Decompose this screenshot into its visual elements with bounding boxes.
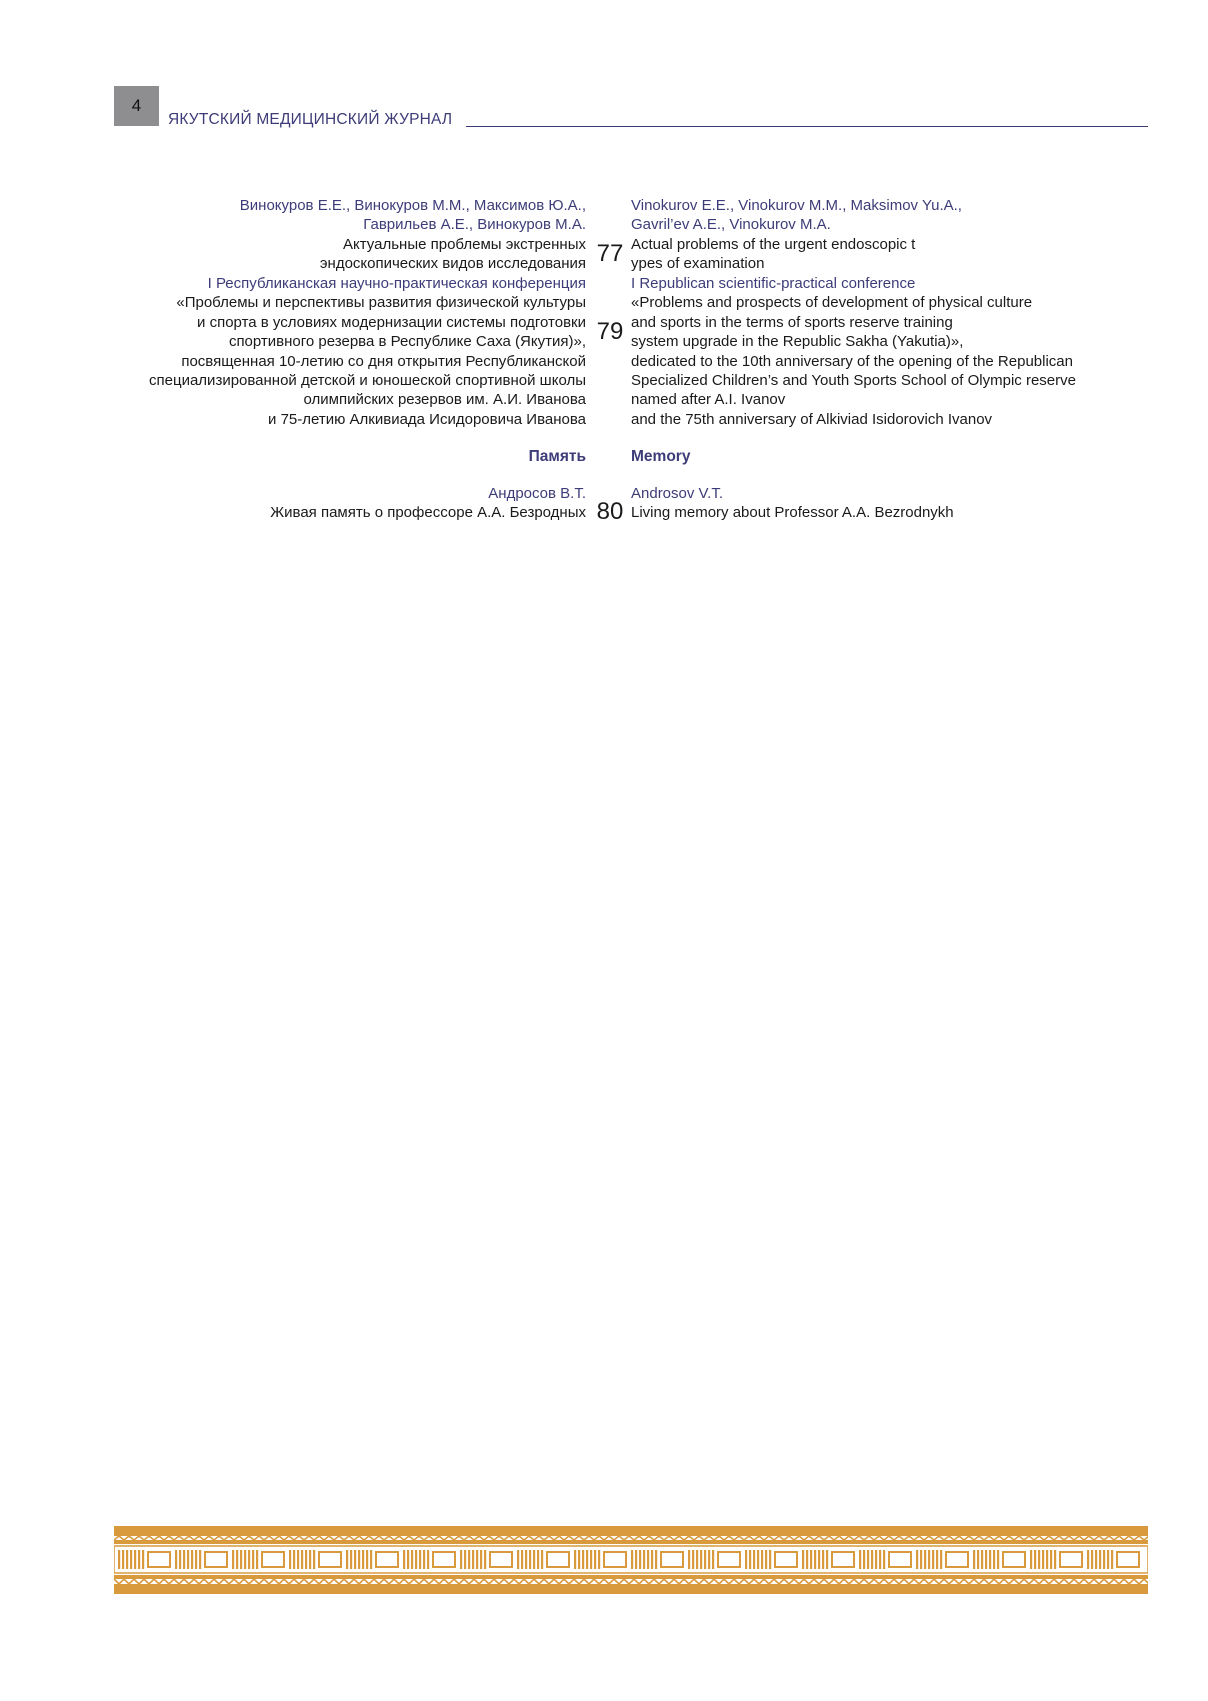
page-number: 4 bbox=[131, 96, 142, 115]
ornament-bar bbox=[1046, 1550, 1048, 1569]
entry-authors-line: Винокуров Е.Е., Винокуров М.М., Максимов Ю.А., bbox=[239, 197, 586, 214]
ornament-cell bbox=[1117, 1552, 1139, 1567]
ornament-bar bbox=[631, 1550, 633, 1569]
ornament-band-bottom bbox=[114, 1584, 1148, 1594]
ornament-bar bbox=[256, 1550, 258, 1569]
ornament-bar bbox=[973, 1550, 975, 1569]
ornament-cell bbox=[205, 1552, 227, 1567]
ornament-bar bbox=[244, 1550, 246, 1569]
toc-entry-80-ru bbox=[100, 484, 586, 523]
ornament-cell bbox=[832, 1552, 854, 1567]
ornament-bar bbox=[236, 1550, 238, 1569]
ornament-bar bbox=[997, 1550, 999, 1569]
ornament-cell bbox=[262, 1552, 284, 1567]
ornament-bar bbox=[403, 1550, 405, 1569]
ornament-bar bbox=[863, 1550, 865, 1569]
ornament-bar bbox=[472, 1550, 474, 1569]
ornament-bar bbox=[883, 1550, 885, 1569]
ornament-bar bbox=[826, 1550, 828, 1569]
ornament-bar bbox=[301, 1550, 303, 1569]
entry-title-line: and the 75th anniversary of Alkiviad Isidorovich Ivanov bbox=[631, 410, 993, 428]
ornament-border bbox=[114, 1526, 1148, 1594]
ornament-bar bbox=[366, 1550, 368, 1569]
ornament-bar bbox=[806, 1550, 808, 1569]
entry-authors-line: Андросов В.Т. bbox=[488, 485, 586, 502]
ornament-cell bbox=[1060, 1552, 1082, 1567]
ornament-bar bbox=[977, 1550, 979, 1569]
ornament-bar bbox=[248, 1550, 250, 1569]
entry-title-line: и 75-летию Алкивиада Исидоровича Иванова bbox=[268, 410, 586, 428]
ornament-bar bbox=[460, 1550, 462, 1569]
ornament-bar bbox=[130, 1550, 132, 1569]
ornament-bar bbox=[745, 1550, 747, 1569]
ornament-bar bbox=[1103, 1550, 1105, 1569]
ornament-zigzag-line bbox=[114, 1579, 1148, 1584]
ornament-bar bbox=[419, 1550, 421, 1569]
ornament-bar bbox=[871, 1550, 873, 1569]
ornament-bar bbox=[1107, 1550, 1109, 1569]
entry-authors-line: Vinokurov E.E., Vinokurov M.M., Maksimov Yu.A., bbox=[631, 197, 962, 214]
entry-title-line: специализированной детской и юношеской спортивной школы bbox=[149, 372, 586, 390]
ornament-bar bbox=[753, 1550, 755, 1569]
ornament-bar bbox=[814, 1550, 816, 1569]
toc-entry-80-en bbox=[631, 484, 1171, 523]
ornament-bar bbox=[191, 1550, 193, 1569]
ornament-bar bbox=[749, 1550, 751, 1569]
entry-authors-line: I Republican scientific-practical conference bbox=[631, 275, 916, 292]
entry-title-line: ypes of examination bbox=[631, 255, 765, 273]
entry-title-line: Actual problems of the urgent endoscopic t bbox=[631, 235, 916, 253]
ornament-bar bbox=[521, 1550, 523, 1569]
ornament-bar bbox=[1091, 1550, 1093, 1569]
ornament-bar bbox=[537, 1550, 539, 1569]
ornament-bar bbox=[651, 1550, 653, 1569]
toc-entry-77-en bbox=[631, 196, 1171, 274]
ornament-bar bbox=[411, 1550, 413, 1569]
ornament-bar bbox=[1038, 1550, 1040, 1569]
ornament-bar bbox=[920, 1550, 922, 1569]
ornament-bar bbox=[187, 1550, 189, 1569]
ornament-bar bbox=[358, 1550, 360, 1569]
ornament-bar bbox=[757, 1550, 759, 1569]
entry-authors-line: I Республиканская научно-практическая конференция bbox=[207, 275, 586, 292]
ornament-bar bbox=[859, 1550, 861, 1569]
ornament-bar bbox=[1034, 1550, 1036, 1569]
ornament-pattern-row bbox=[114, 1546, 1148, 1573]
ornament-bar bbox=[916, 1550, 918, 1569]
ornament-bar bbox=[1030, 1550, 1032, 1569]
toc-entry-77-ru bbox=[100, 196, 586, 274]
ornament-bar bbox=[541, 1550, 543, 1569]
entry-title-line: named after A.I. Ivanov bbox=[631, 391, 786, 409]
ornament-bar bbox=[232, 1550, 234, 1569]
section-heading-en bbox=[631, 447, 1171, 466]
ornament-cell bbox=[1003, 1552, 1025, 1567]
header-rule bbox=[466, 126, 1148, 127]
ornament-bar bbox=[647, 1550, 649, 1569]
ornament-bar bbox=[1099, 1550, 1101, 1569]
ornament-bar bbox=[928, 1550, 930, 1569]
ornament-bar bbox=[1050, 1550, 1052, 1569]
ornament-bar bbox=[769, 1550, 771, 1569]
ornament-bar bbox=[1095, 1550, 1097, 1569]
ornament-bar bbox=[818, 1550, 820, 1569]
ornament-bar bbox=[305, 1550, 307, 1569]
ornament-bar bbox=[692, 1550, 694, 1569]
ornament-cell bbox=[376, 1552, 398, 1567]
entry-title-line: and sports in the terms of sports reserve training bbox=[631, 313, 953, 331]
ornament-bar bbox=[138, 1550, 140, 1569]
ornament-bar bbox=[985, 1550, 987, 1569]
ornament-bar bbox=[427, 1550, 429, 1569]
ornament-bar bbox=[142, 1550, 144, 1569]
ornament-bar bbox=[362, 1550, 364, 1569]
ornament-bar bbox=[476, 1550, 478, 1569]
page-ref-79[interactable]: 79 bbox=[596, 318, 624, 345]
entry-title-line: и спорта в условиях модернизации системы подготовки bbox=[197, 313, 586, 331]
ornament-bar bbox=[118, 1550, 120, 1569]
ornament-bar bbox=[586, 1550, 588, 1569]
ornament-bar bbox=[480, 1550, 482, 1569]
ornament-cell bbox=[718, 1552, 740, 1567]
ornament-bar bbox=[533, 1550, 535, 1569]
ornament-bar bbox=[761, 1550, 763, 1569]
ornament-cell bbox=[148, 1552, 170, 1567]
ornament-bar bbox=[126, 1550, 128, 1569]
ornament-bar bbox=[582, 1550, 584, 1569]
toc-entry-79-en bbox=[631, 274, 1171, 429]
ornament-bar bbox=[183, 1550, 185, 1569]
ornament-bar bbox=[875, 1550, 877, 1569]
ornament-bar bbox=[297, 1550, 299, 1569]
entry-authors-line: Гаврильев А.Е., Винокуров М.А. bbox=[363, 216, 586, 234]
ornament-zigzag-line bbox=[114, 1536, 1148, 1540]
ornament-bar bbox=[594, 1550, 596, 1569]
ornament-bar bbox=[313, 1550, 315, 1569]
ornament-bar bbox=[867, 1550, 869, 1569]
ornament-bar bbox=[700, 1550, 702, 1569]
ornament-bar bbox=[810, 1550, 812, 1569]
entry-title-line: олимпийских резервов им. А.И. Иванова bbox=[303, 391, 586, 409]
ornament-cell bbox=[319, 1552, 341, 1567]
ornament-bar bbox=[370, 1550, 372, 1569]
ornament-bar bbox=[525, 1550, 527, 1569]
ornament-bar bbox=[484, 1550, 486, 1569]
ornament-bar bbox=[175, 1550, 177, 1569]
ornament-bar bbox=[195, 1550, 197, 1569]
ornament-bar bbox=[1111, 1550, 1113, 1569]
entry-authors-line: Androsov V.T. bbox=[631, 485, 723, 502]
ornament-bar bbox=[517, 1550, 519, 1569]
ornament-bar bbox=[407, 1550, 409, 1569]
ornament-bar bbox=[122, 1550, 124, 1569]
ornament-bar bbox=[643, 1550, 645, 1569]
ornament-bar bbox=[590, 1550, 592, 1569]
ornament-bar bbox=[1054, 1550, 1056, 1569]
entry-title-line: Живая память о профессоре А.А. Безродных bbox=[270, 504, 586, 522]
page-ref-77[interactable]: 77 bbox=[596, 240, 624, 267]
ornament-bar bbox=[423, 1550, 425, 1569]
ornament-bar bbox=[346, 1550, 348, 1569]
entry-authors-line: Gavril’ev A.E., Vinokurov M.A. bbox=[631, 216, 831, 234]
entry-title-line: system upgrade in the Republic Sakha (Yakutia)», bbox=[631, 333, 964, 351]
ornament-bar bbox=[879, 1550, 881, 1569]
ornament-bar bbox=[293, 1550, 295, 1569]
ornament-bar bbox=[415, 1550, 417, 1569]
section-heading-ru bbox=[100, 447, 586, 466]
entry-title-line: спортивного резерва в Республике Саха (Якутия)», bbox=[228, 333, 586, 351]
page-number-box bbox=[114, 86, 159, 126]
ornament-bar bbox=[240, 1550, 242, 1569]
ornament-band-mid bbox=[114, 1540, 1148, 1544]
ornament-bar bbox=[252, 1550, 254, 1569]
ornament-zigzag-top bbox=[114, 1536, 1148, 1540]
entry-title-line: Living memory about Professor A.A. Bezrodnykh bbox=[631, 504, 954, 522]
ornament-bar bbox=[765, 1550, 767, 1569]
ornament-bar bbox=[989, 1550, 991, 1569]
ornament-band-mid2 bbox=[114, 1575, 1148, 1579]
ornament-bar bbox=[578, 1550, 580, 1569]
ornament-bar bbox=[574, 1550, 576, 1569]
ornament-bar bbox=[309, 1550, 311, 1569]
section-title: Память bbox=[528, 448, 586, 465]
ornament-cell bbox=[946, 1552, 968, 1567]
ornament-bar bbox=[639, 1550, 641, 1569]
ornament-bar bbox=[1042, 1550, 1044, 1569]
journal-title: ЯКУТСКИЙ МЕДИЦИНСКИЙ ЖУРНАЛ bbox=[168, 111, 453, 128]
ornament-bar bbox=[924, 1550, 926, 1569]
ornament-bar bbox=[354, 1550, 356, 1569]
ornament-bar bbox=[940, 1550, 942, 1569]
ornament-cell bbox=[889, 1552, 911, 1567]
ornament-cell bbox=[547, 1552, 569, 1567]
ornament-bar bbox=[932, 1550, 934, 1569]
ornament-bar bbox=[179, 1550, 181, 1569]
ornament-cell bbox=[433, 1552, 455, 1567]
ornament-bar bbox=[802, 1550, 804, 1569]
ornament-bar bbox=[696, 1550, 698, 1569]
section-title: Memory bbox=[631, 448, 691, 465]
ornament-bar bbox=[289, 1550, 291, 1569]
ornament-bar bbox=[704, 1550, 706, 1569]
ornament-bar bbox=[529, 1550, 531, 1569]
entry-title-line: dedicated to the 10th anniversary of the opening of the Republican bbox=[631, 352, 1073, 370]
ornament-bar bbox=[993, 1550, 995, 1569]
entry-title-line: «Problems and prospects of development of physical culture bbox=[631, 294, 1033, 312]
ornament-zigzag-bottom bbox=[114, 1579, 1148, 1584]
ornament-bar bbox=[635, 1550, 637, 1569]
ornament-bar bbox=[712, 1550, 714, 1569]
toc-entry-79-ru bbox=[100, 274, 586, 429]
ornament-bar bbox=[464, 1550, 466, 1569]
ornament-cell bbox=[775, 1552, 797, 1567]
ornament-cell bbox=[490, 1552, 512, 1567]
ornament-bar bbox=[688, 1550, 690, 1569]
ornament-bar bbox=[708, 1550, 710, 1569]
ornament-bar bbox=[468, 1550, 470, 1569]
ornament-bar bbox=[822, 1550, 824, 1569]
ornament-bar bbox=[598, 1550, 600, 1569]
ornament-cell bbox=[604, 1552, 626, 1567]
entry-title-line: Specialized Children’s and Youth Sports School of Olympic reserve bbox=[631, 372, 1076, 390]
ornament-bar bbox=[350, 1550, 352, 1569]
ornament-bar bbox=[199, 1550, 201, 1569]
entry-title-line: эндоскопических видов исследования bbox=[319, 255, 586, 273]
entry-title-line: посвященная 10-летию со дня открытия Республиканской bbox=[181, 352, 586, 370]
entry-title-line: «Проблемы и перспективы развития физической культуры bbox=[176, 294, 586, 312]
ornament-bar bbox=[134, 1550, 136, 1569]
ornament-band-top bbox=[114, 1526, 1148, 1536]
ornament-bar bbox=[981, 1550, 983, 1569]
ornament-bar bbox=[1087, 1550, 1089, 1569]
ornament-cell bbox=[661, 1552, 683, 1567]
entry-title-line: Актуальные проблемы экстренных bbox=[343, 235, 586, 253]
ornament-bar bbox=[655, 1550, 657, 1569]
page-ref-80[interactable]: 80 bbox=[596, 498, 624, 525]
ornament-bar bbox=[936, 1550, 938, 1569]
